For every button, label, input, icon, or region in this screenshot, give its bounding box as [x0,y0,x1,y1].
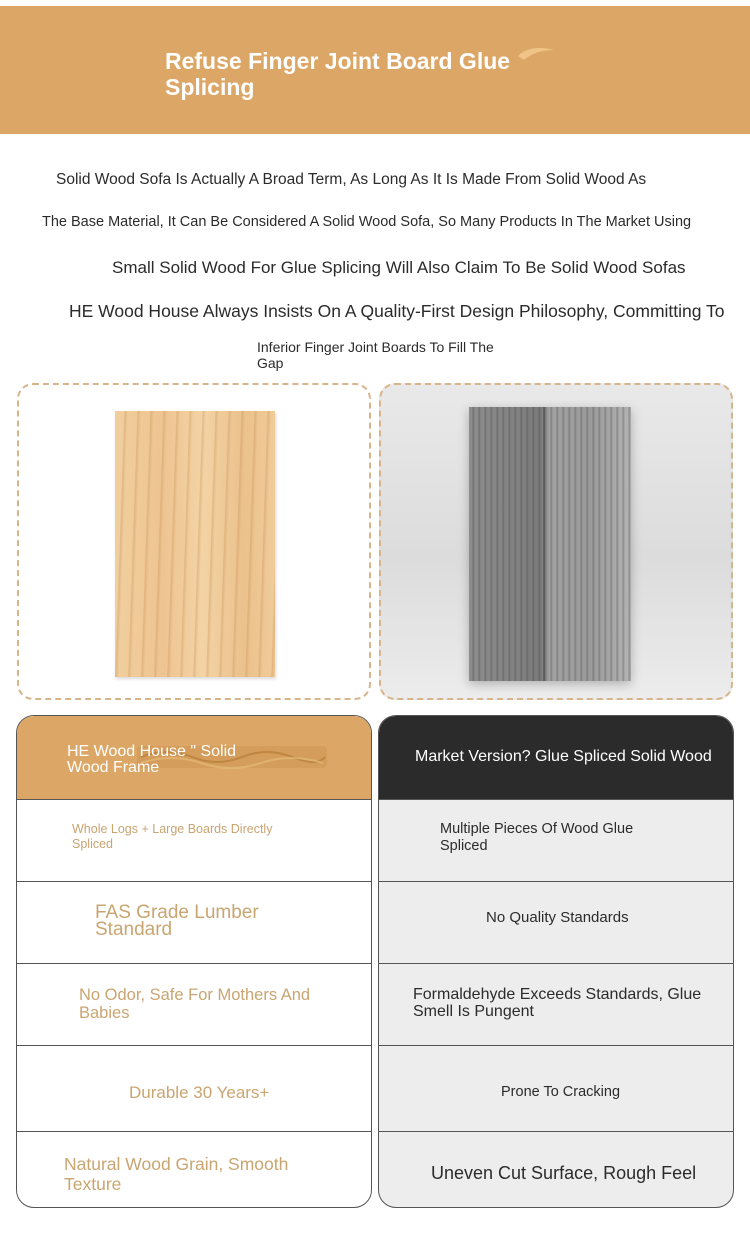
column-header [379,716,733,799]
row-text: No Quality Standards [486,909,629,926]
row-text: Formaldehyde Exceeds Standards, Glue Smell Is Pungent [413,986,702,1020]
spliced-wood-photo [379,383,733,700]
solid-wood-photo [17,383,371,700]
intro-line: The Base Material, It Can Be Considered A Solid Wood Sofa, So Many Products In The Market Using [42,214,692,230]
intro-line: Solid Wood Sofa Is Actually A Broad Term, As Long As It Is Made From Solid Wood As [56,171,647,188]
intro-line: Small Solid Wood For Glue Splicing Will Also Claim To Be Solid Wood Sofas [112,258,686,277]
comparison-row [379,1045,733,1131]
intro-line: HE Wood House Always Insists On A Quality-First Design Philosophy, Committing To [69,301,725,321]
comparison-row [17,1131,371,1208]
comparison-row [17,963,371,1045]
comparison-row [17,799,371,881]
market-version-column [378,715,734,1208]
row-text: FAS Grade Lumber Standard [95,902,259,940]
comparison-row [17,881,371,963]
he-wood-house-column [16,715,372,1208]
row-text: Uneven Cut Surface, Rough Feel [431,1163,697,1183]
row-text: Multiple Pieces Of Wood Glue Spliced [440,821,634,854]
row-text: Whole Logs + Large Boards Directly Spliced [72,822,273,851]
glue-seam [543,407,545,681]
row-text: Durable 30 Years+ [129,1083,270,1102]
banner-title: Refuse Finger Joint Board Glue Splicing [165,48,511,100]
column-title: HE Wood House " Solid Wood Frame [67,743,237,776]
swoosh-decoration-icon [516,44,556,62]
comparison-row [17,1045,371,1131]
row-text: No Odor, Safe For Mothers And Babies [79,986,311,1022]
oak-board-image [115,411,275,677]
comparison-row [379,1131,733,1208]
row-text: Prone To Cracking [501,1084,621,1100]
row-text: Natural Wood Grain, Smooth Texture [64,1154,289,1194]
comparison-row [379,881,733,963]
intro-line: Inferior Finger Joint Boards To Fill The Gap [257,339,494,371]
comparison-row [379,963,733,1045]
grey-board-image [469,407,631,681]
column-header [17,716,371,799]
comparison-row [379,799,733,881]
top-banner [0,6,750,134]
column-title: Market Version? Glue Spliced Solid Wood [415,748,712,765]
